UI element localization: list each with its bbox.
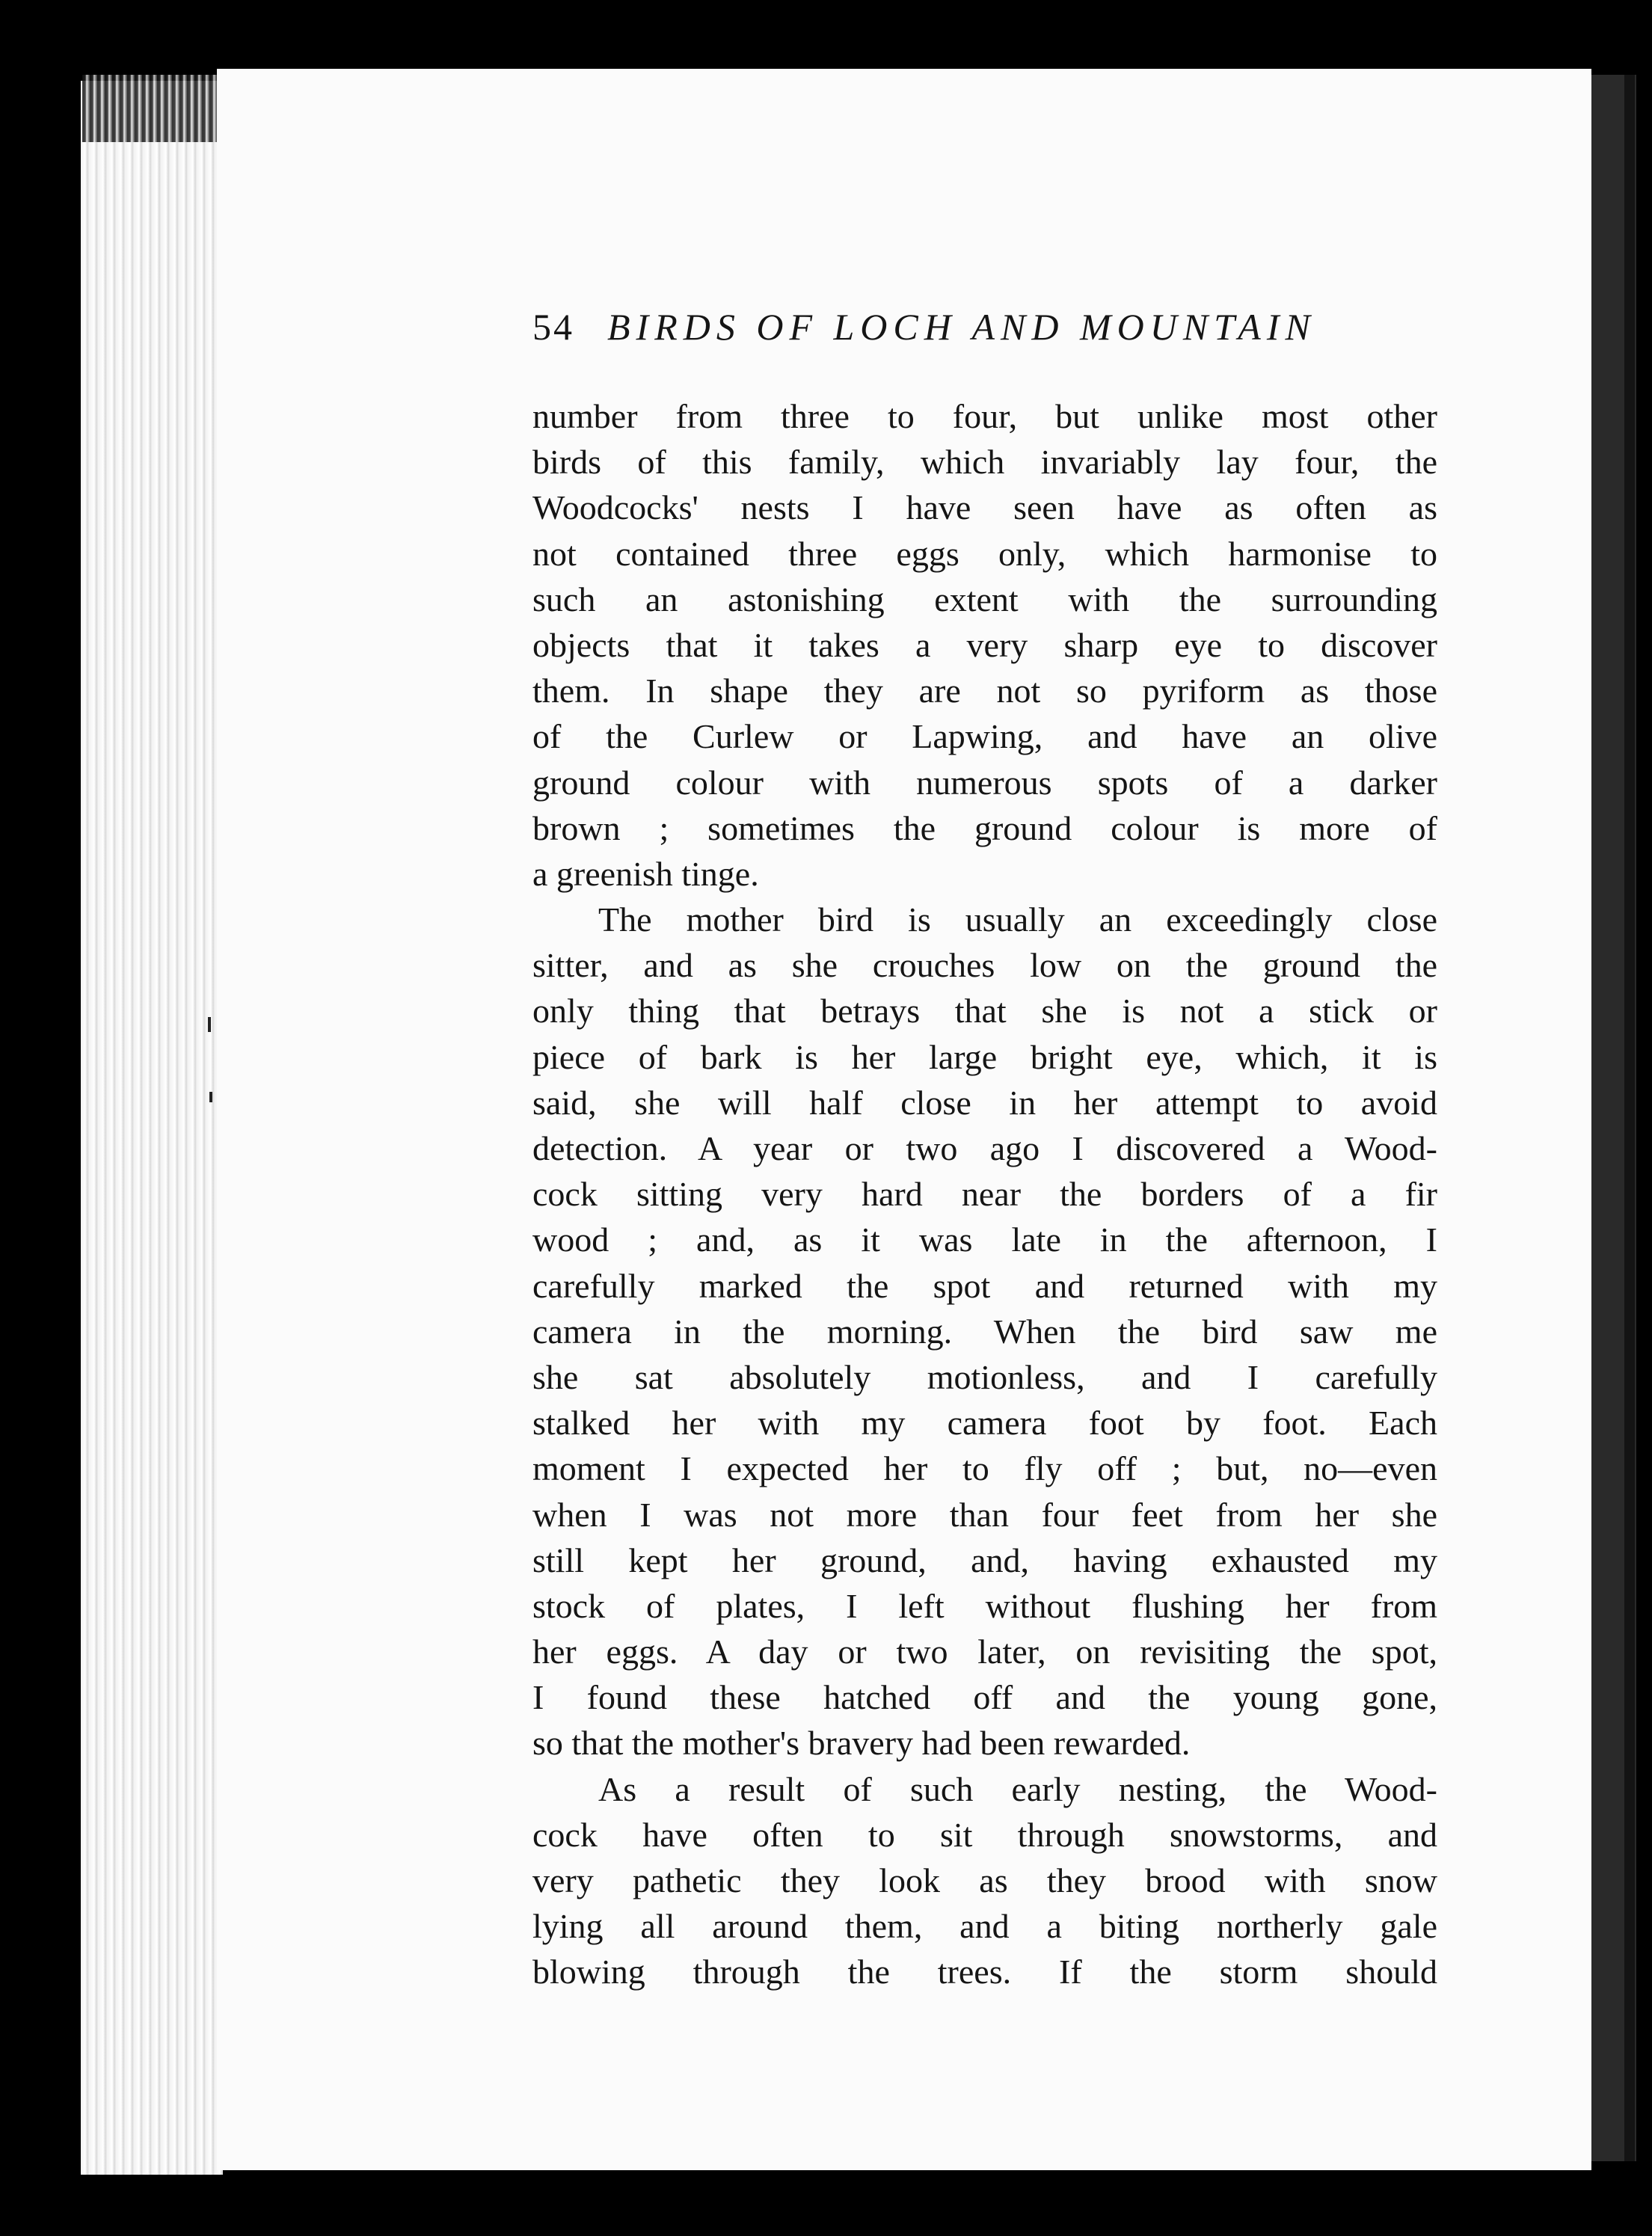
text-line: The mother bird is usually an exceedingly close [598, 900, 1437, 939]
text-line: still kept her ground, and, having exhausted my [532, 1541, 1437, 1579]
text-line: only thing that betrays that she is not a stick or [532, 992, 1437, 1031]
margin-mark [209, 1092, 212, 1102]
text-line: piece of bark is her large bright eye, which, it is [532, 1037, 1437, 1076]
text-line: wood ; and, as it was late in the afternoon, I [532, 1220, 1437, 1259]
text-line: cock have often to sit through snowstorms, and [532, 1815, 1437, 1854]
book-page-edges-shadow [82, 75, 224, 142]
text-line: moment I expected her to fly off ; but, no—even [532, 1449, 1437, 1488]
text-line: camera in the morning. When the bird saw me [532, 1312, 1437, 1351]
text-block [532, 305, 1437, 1995]
running-head [532, 305, 1437, 357]
book-binding-shadow [1624, 75, 1635, 2161]
running-title: BIRDS OF LOCH AND MOUNTAIN [607, 306, 1316, 348]
page-number: 54 [532, 306, 574, 348]
text-line: of the Curlew or Lapwing, and have an olive [532, 717, 1437, 756]
text-line: she sat absolutely motionless, and I carefully [532, 1357, 1437, 1396]
text-line: lying all around them, and a biting northerly gale [532, 1907, 1437, 1946]
text-line: a greenish tinge. [532, 854, 759, 893]
text-line: stalked her with my camera foot by foot. Each [532, 1404, 1437, 1443]
text-line: her eggs. A day or two later, on revisiting the spot, [532, 1633, 1437, 1671]
text-line: ground colour with numerous spots of a darker [532, 763, 1437, 802]
text-line: when I was not more than four feet from her she [532, 1495, 1437, 1534]
text-line: sitter, and as she crouches low on the ground the [532, 946, 1437, 985]
text-line: As a result of such early nesting, the Wood- [598, 1769, 1437, 1808]
text-line: such an astonishing extent with the surrounding [532, 580, 1437, 618]
text-line: Woodcocks' nests I have seen have as often as [532, 488, 1437, 527]
margin-mark [208, 1017, 211, 1032]
text-line: them. In shape they are not so pyriform as those [532, 672, 1437, 710]
text-line: objects that it takes a very sharp eye to discover [532, 625, 1437, 664]
text-line: birds of this family, which invariably lay four, the [532, 443, 1437, 482]
text-line: detection. A year or two ago I discovered a Wood- [532, 1129, 1437, 1167]
text-line: said, she will half close in her attempt to avoid [532, 1083, 1437, 1122]
text-line: carefully marked the spot and returned with my [532, 1266, 1437, 1305]
text-line: number from three to four, but unlike most other [532, 397, 1437, 435]
text-line: not contained three eggs only, which harmonise to [532, 534, 1437, 573]
body-text [532, 393, 1437, 1995]
text-line: so that the mother's bravery had been rewarded. [532, 1724, 1191, 1763]
text-line: very pathetic they look as they brood with snow [532, 1861, 1437, 1899]
text-line: stock of plates, I left without flushing her from [532, 1586, 1437, 1625]
book-page-edges [81, 81, 223, 2175]
text-line: blowing through the trees. If the storm should [532, 1953, 1437, 1991]
text-line: brown ; sometimes the ground colour is more of [532, 808, 1437, 847]
text-line: cock sitting very hard near the borders of a fir [532, 1175, 1437, 1214]
text-line: I found these hatched off and the young gone, [532, 1678, 1437, 1717]
